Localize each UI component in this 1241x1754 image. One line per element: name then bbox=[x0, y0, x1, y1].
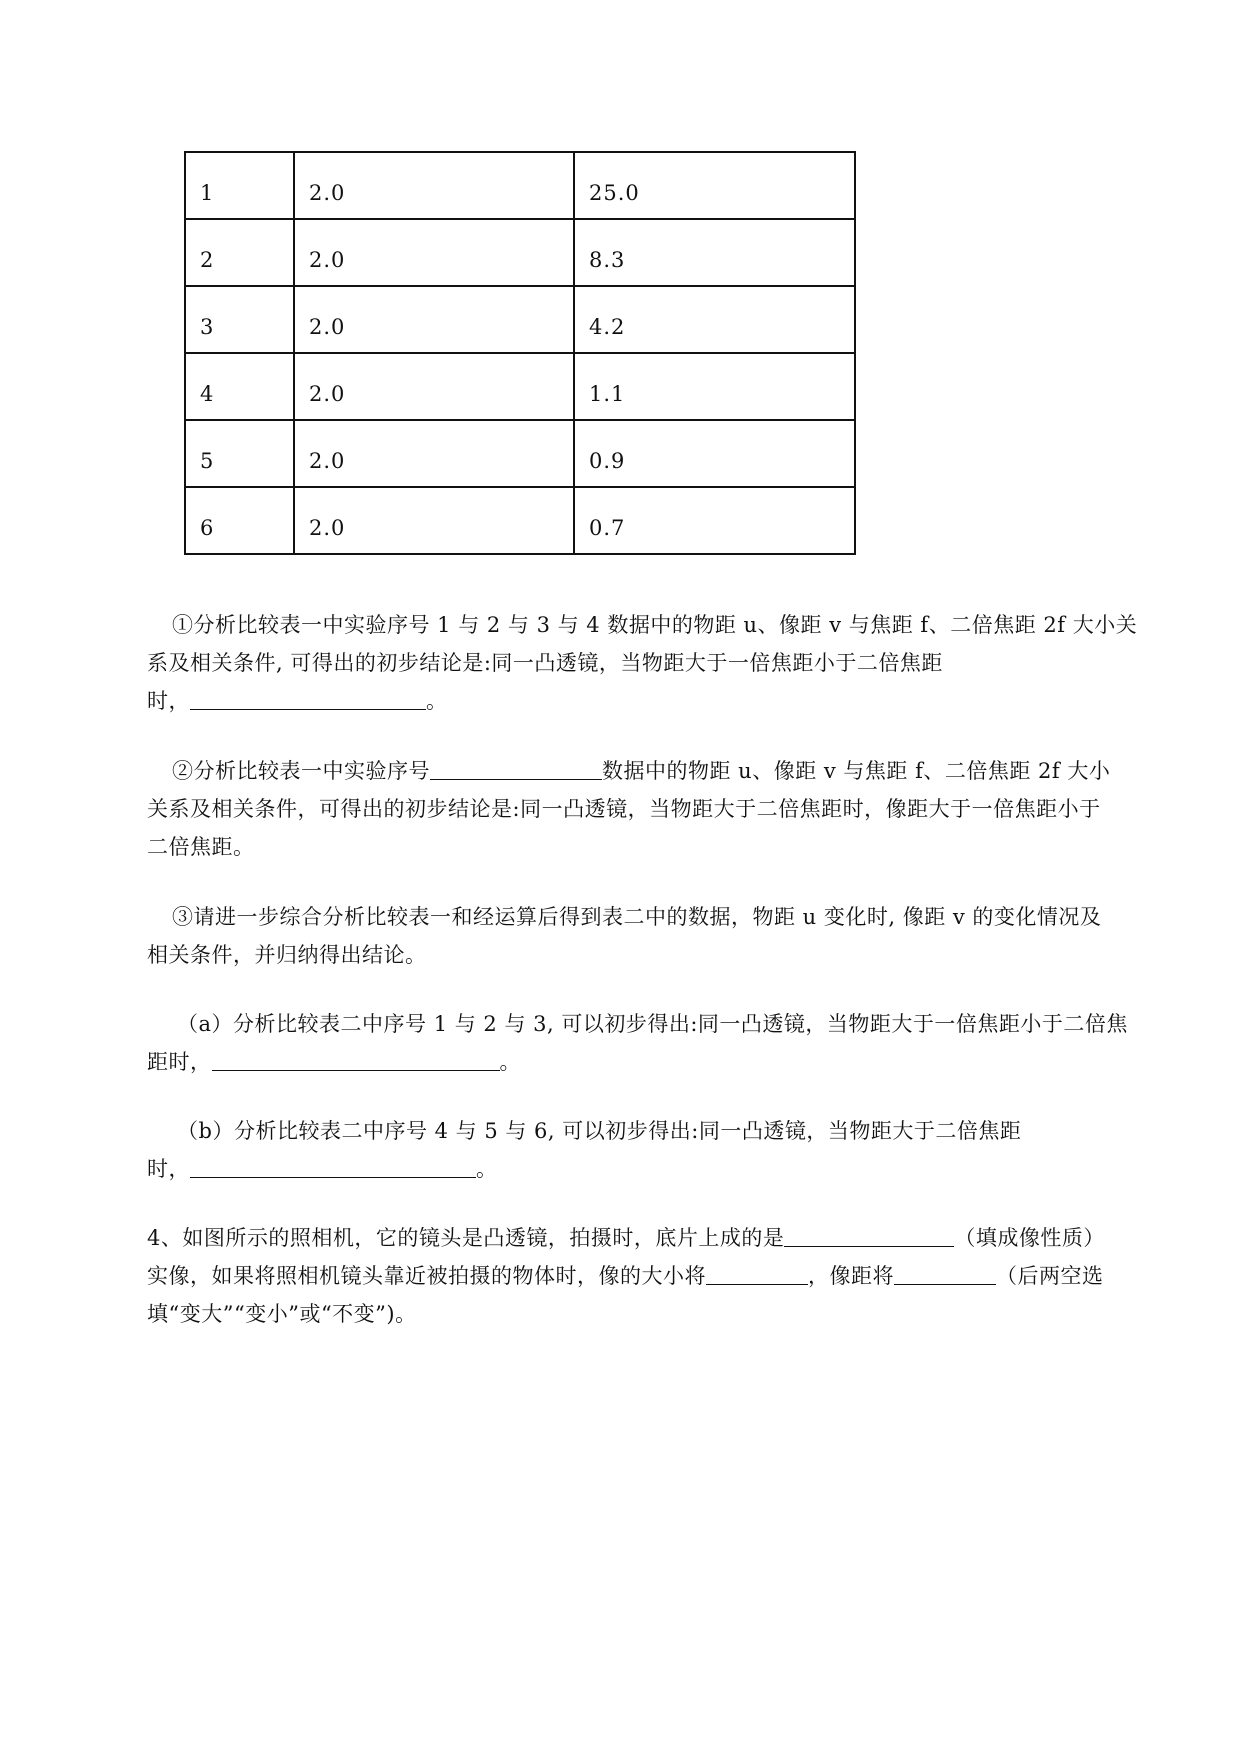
table-row bbox=[185, 487, 855, 554]
question-1-line-3 bbox=[147, 682, 1163, 720]
sub-question-a-line-1: （a）分析比较表二中序号 1 与 2 与 3, 可以初步得出:同一凸透镜，当物距大于一倍焦距小于二倍焦 bbox=[177, 1012, 1128, 1036]
table-cell-index: 6 bbox=[185, 487, 294, 554]
table-cell-col3: 0.7 bbox=[574, 487, 855, 554]
answer-blank-a[interactable] bbox=[212, 1048, 500, 1071]
sub-question-a-line-2 bbox=[147, 1043, 1163, 1081]
table-cell-col2: 2.0 bbox=[294, 219, 574, 286]
question-4-line-2 bbox=[147, 1257, 1163, 1295]
table-row bbox=[185, 286, 855, 353]
question-4 bbox=[147, 1219, 1163, 1333]
sub-question-a-line-2-prefix: 距时， bbox=[147, 1050, 212, 1074]
question-2-line-1 bbox=[147, 752, 1163, 790]
table-cell-index: 5 bbox=[185, 420, 294, 487]
question-4-line-2-suffix: （后两空选 bbox=[996, 1264, 1104, 1288]
sub-question-a-line-2-suffix: 。 bbox=[499, 1050, 521, 1074]
question-2-line-2: 关系及相关条件，可得出的初步结论是:同一凸透镜，当物距大于二倍焦距时，像距大于一倍焦距小于 bbox=[147, 797, 1101, 821]
sub-question-b-line-1: （b）分析比较表二中序号 4 与 5 与 6, 可以初步得出:同一凸透镜，当物距大于二倍焦距 bbox=[177, 1119, 1022, 1143]
answer-blank-q2[interactable] bbox=[430, 757, 602, 780]
answer-blank-q1[interactable] bbox=[190, 687, 426, 710]
question-3 bbox=[147, 898, 1163, 974]
table-cell-col3: 25.0 bbox=[574, 152, 855, 219]
data-table bbox=[184, 151, 856, 555]
question-4-line-1-suffix: （填成像性质） bbox=[954, 1226, 1105, 1250]
question-4-line-3: 填“变大”“变小”或“不变”)。 bbox=[147, 1302, 417, 1326]
table-row bbox=[185, 353, 855, 420]
question-3-line-2: 相关条件，并归纳得出结论。 bbox=[147, 943, 427, 967]
answer-blank-q4-image-size[interactable] bbox=[706, 1262, 808, 1285]
table-row bbox=[185, 219, 855, 286]
table-row bbox=[185, 420, 855, 487]
question-1-line-1: ①分析比较表一中实验序号 1 与 2 与 3 与 4 数据中的物距 u、像距 v 与焦距 f、二倍焦距 2f 大小关 bbox=[172, 613, 1138, 637]
table-cell-index: 4 bbox=[185, 353, 294, 420]
question-1-line-2: 系及相关条件, 可得出的初步结论是:同一凸透镜，当物距大于一倍焦距小于二倍焦距 bbox=[147, 651, 943, 675]
question-4-line-1 bbox=[147, 1219, 1163, 1257]
answer-blank-q4-image-distance[interactable] bbox=[894, 1262, 996, 1285]
question-2-line-1-suffix: 数据中的物距 u、像距 v 与焦距 f、二倍焦距 2f 大小 bbox=[602, 759, 1111, 783]
question-2 bbox=[147, 752, 1163, 866]
table-cell-col3: 1.1 bbox=[574, 353, 855, 420]
sub-question-a bbox=[147, 1005, 1163, 1081]
sub-question-b-line-2-prefix: 时， bbox=[147, 1157, 190, 1181]
question-3-line-1: ③请进一步综合分析比较表一和经运算后得到表二中的数据，物距 u 变化时, 像距 v 的变化情况及 bbox=[172, 905, 1102, 929]
table-cell-index: 2 bbox=[185, 219, 294, 286]
sub-question-b-line-2 bbox=[147, 1150, 1163, 1188]
table-cell-col2: 2.0 bbox=[294, 353, 574, 420]
table-cell-col3: 4.2 bbox=[574, 286, 855, 353]
question-4-line-2-mid: ，像距将 bbox=[808, 1264, 894, 1288]
table-cell-col2: 2.0 bbox=[294, 420, 574, 487]
question-1-line-3-suffix: 。 bbox=[426, 689, 448, 713]
table-cell-col2: 2.0 bbox=[294, 152, 574, 219]
table-cell-index: 1 bbox=[185, 152, 294, 219]
question-1 bbox=[147, 606, 1163, 720]
question-2-line-1-prefix: ②分析比较表一中实验序号 bbox=[172, 759, 430, 783]
question-2-line-3: 二倍焦距。 bbox=[147, 835, 255, 859]
sub-question-b-line-2-suffix: 。 bbox=[476, 1157, 498, 1181]
question-4-line-1-prefix: 4、如图所示的照相机，它的镜头是凸透镜，拍摄时，底片上成的是 bbox=[147, 1226, 785, 1250]
table-cell-col3: 8.3 bbox=[574, 219, 855, 286]
answer-blank-q4-image-nature[interactable] bbox=[784, 1224, 954, 1247]
table-cell-index: 3 bbox=[185, 286, 294, 353]
table-cell-col2: 2.0 bbox=[294, 286, 574, 353]
data-table-body bbox=[185, 152, 855, 554]
question-4-line-2-prefix: 实像，如果将照相机镜头靠近被拍摄的物体时，像的大小将 bbox=[147, 1264, 706, 1288]
table-cell-col2: 2.0 bbox=[294, 487, 574, 554]
question-1-line-3-prefix: 时， bbox=[147, 689, 190, 713]
table-row bbox=[185, 152, 855, 219]
table-cell-col3: 0.9 bbox=[574, 420, 855, 487]
sub-question-b bbox=[147, 1112, 1163, 1188]
answer-blank-b[interactable] bbox=[190, 1155, 476, 1178]
